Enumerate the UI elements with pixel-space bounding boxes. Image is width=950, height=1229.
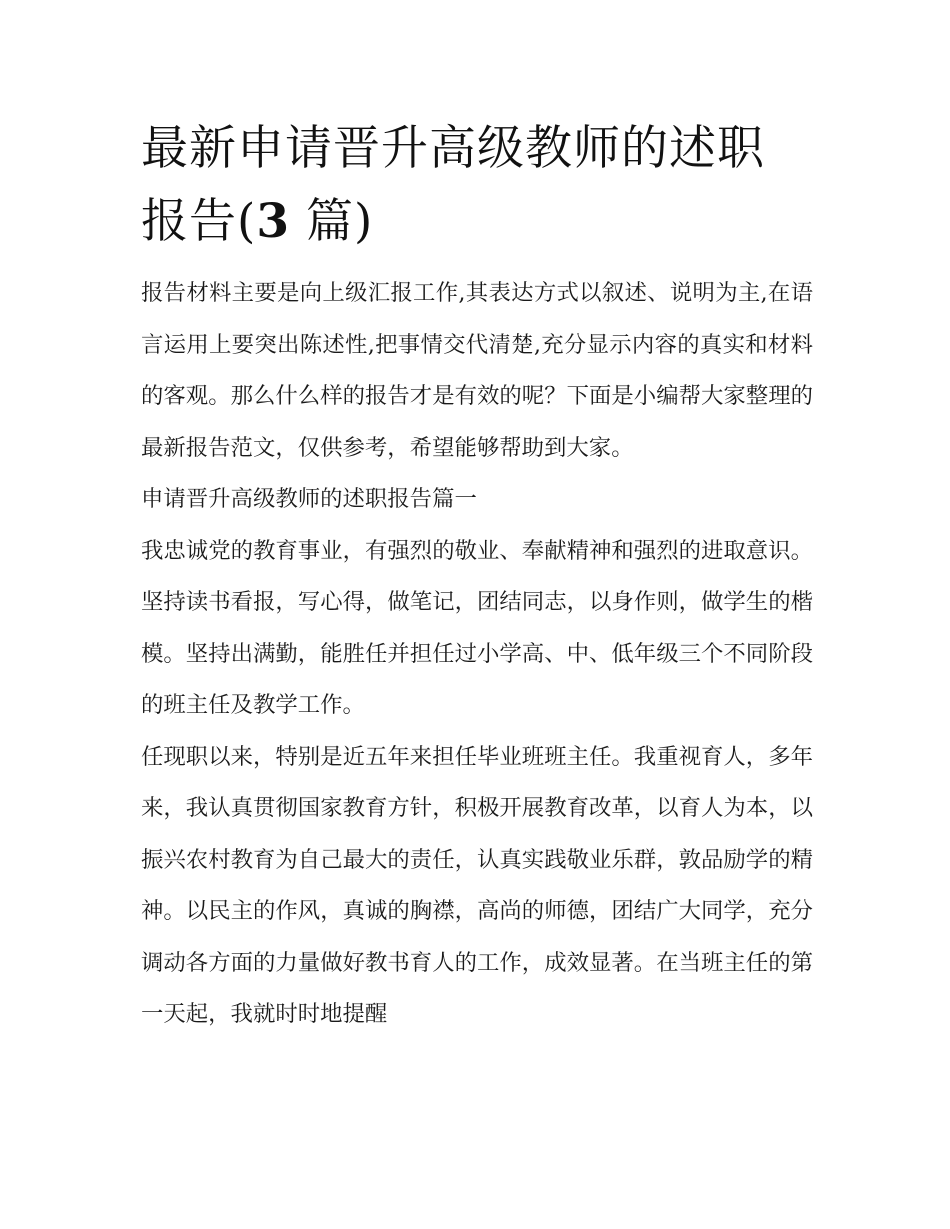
section-heading: 申请晋升高级教师的述职报告篇一 xyxy=(141,486,477,512)
document-page xyxy=(141,112,813,1041)
title-count: 3 xyxy=(256,194,291,249)
document-body xyxy=(141,268,813,1041)
body-paragraph-1: 我忠诚党的教育事业，有强烈的敬业、奉献精神和强烈的进取意识。坚持读书看报，写心得，做笔记，团结同志，以身作则，做学生的楷模。坚持出满勤，能胜任并担任过小学高、中、低年级三个不同阶段的班主任及教学工作。 xyxy=(141,537,813,718)
body-paragraph-2: 任现职以来，特别是近五年来担任毕业班班主任。我重视育人，多年来，我认真贯彻国家教育方针，积极开展教育改革，以育人为本，以振兴农村教育为自己最大的责任，认真实践敬业乐群，敦品励学的精神。以民主的作风，真诚的胸襟，高尚的师德，团结广大同学，充分调动各方面的力量做好教书育人的工作，成效显著。在当班主任的第一天起，我就时时地提醒 xyxy=(141,743,813,1027)
document-title xyxy=(141,112,813,258)
title-line-2-suffix: 篇) xyxy=(290,194,374,249)
title-line-1: 最新申请晋升高级教师的述职 xyxy=(141,121,765,176)
title-line-2-prefix: 报告( xyxy=(141,194,257,249)
intro-paragraph: 报告材料主要是向上级汇报工作,其表达方式以叙述、说明为主,在语言运用上要突出陈述性,把事情交代清楚,充分显示内容的真实和材料的客观。那么什么样的报告才是有效的呢？下面是小编帮大家整理的最新报告范文，仅供参考，希望能够帮助到大家。 xyxy=(141,280,813,461)
